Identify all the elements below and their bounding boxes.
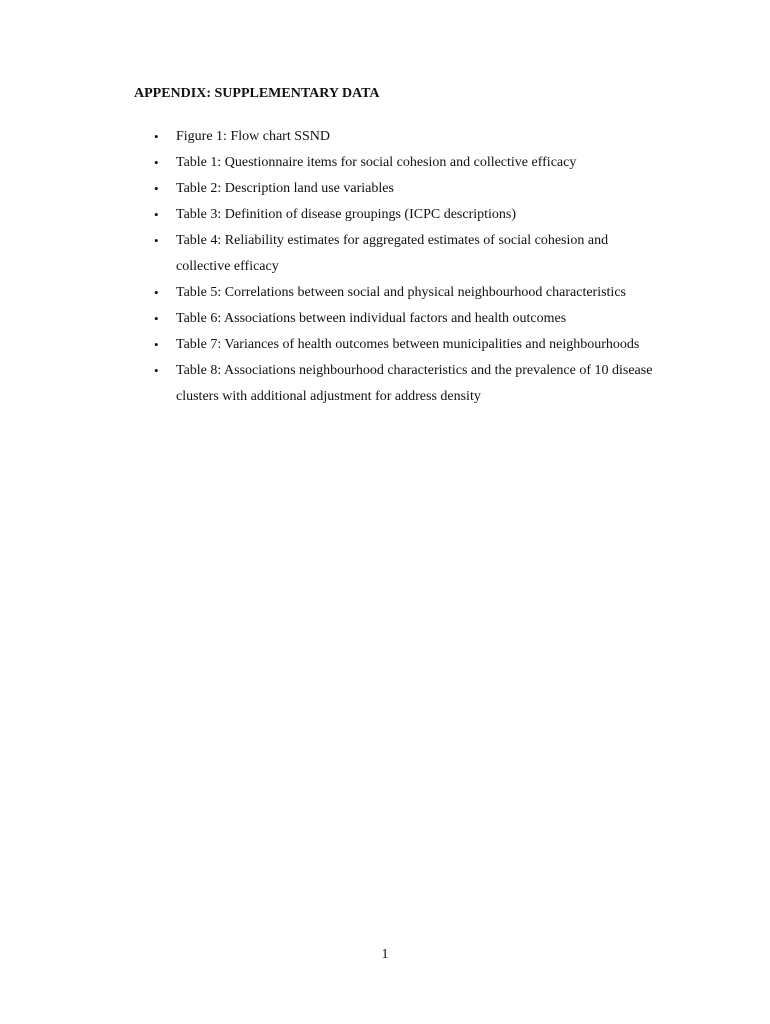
appendix-heading: APPENDIX: SUPPLEMENTARY DATA (134, 86, 380, 101)
bullet-icon: • (154, 285, 159, 300)
list-item-text: Table 7: Variances of health outcomes between municipalities and neighbourhoods (176, 337, 640, 352)
list-item-text: Table 6: Associations between individual factors and health outcomes (176, 311, 567, 326)
list-item (154, 358, 654, 410)
list-item (154, 150, 654, 176)
list-item-text: Table 2: Description land use variables (176, 181, 394, 196)
list-item-text: Figure 1: Flow chart SSND (176, 129, 330, 144)
list-item-text: Table 1: Questionnaire items for social cohesion and collective efficacy (176, 155, 577, 170)
list-item (154, 124, 654, 150)
bullet-icon: • (154, 155, 159, 170)
list-item (154, 306, 654, 332)
bullet-icon: • (154, 233, 159, 248)
list-item (154, 280, 654, 306)
bullet-icon: • (154, 207, 159, 222)
list-item (154, 176, 654, 202)
bullet-icon: • (154, 181, 159, 196)
page-number: 1 (381, 947, 389, 962)
list-item-text: Table 3: Definition of disease groupings (ICPC descriptions) (176, 207, 517, 222)
list-item-text: Table 5: Correlations between social and physical neighbourhood characteristics (176, 285, 626, 300)
bullet-icon: • (154, 311, 159, 326)
bullet-icon: • (154, 363, 159, 378)
supplementary-contents-list (154, 124, 654, 410)
bullet-icon: • (154, 129, 159, 144)
list-item (154, 332, 654, 358)
list-item (154, 202, 654, 228)
list-item-text: Table 4: Reliability estimates for aggregated estimates of social cohesion and collective efficacy (176, 233, 609, 274)
list-item-text: Table 8: Associations neighbourhood characteristics and the prevalence of 10 disease clusters with additional adjustment for address density (176, 363, 653, 404)
bullet-icon: • (154, 337, 159, 352)
list-item (154, 228, 654, 280)
